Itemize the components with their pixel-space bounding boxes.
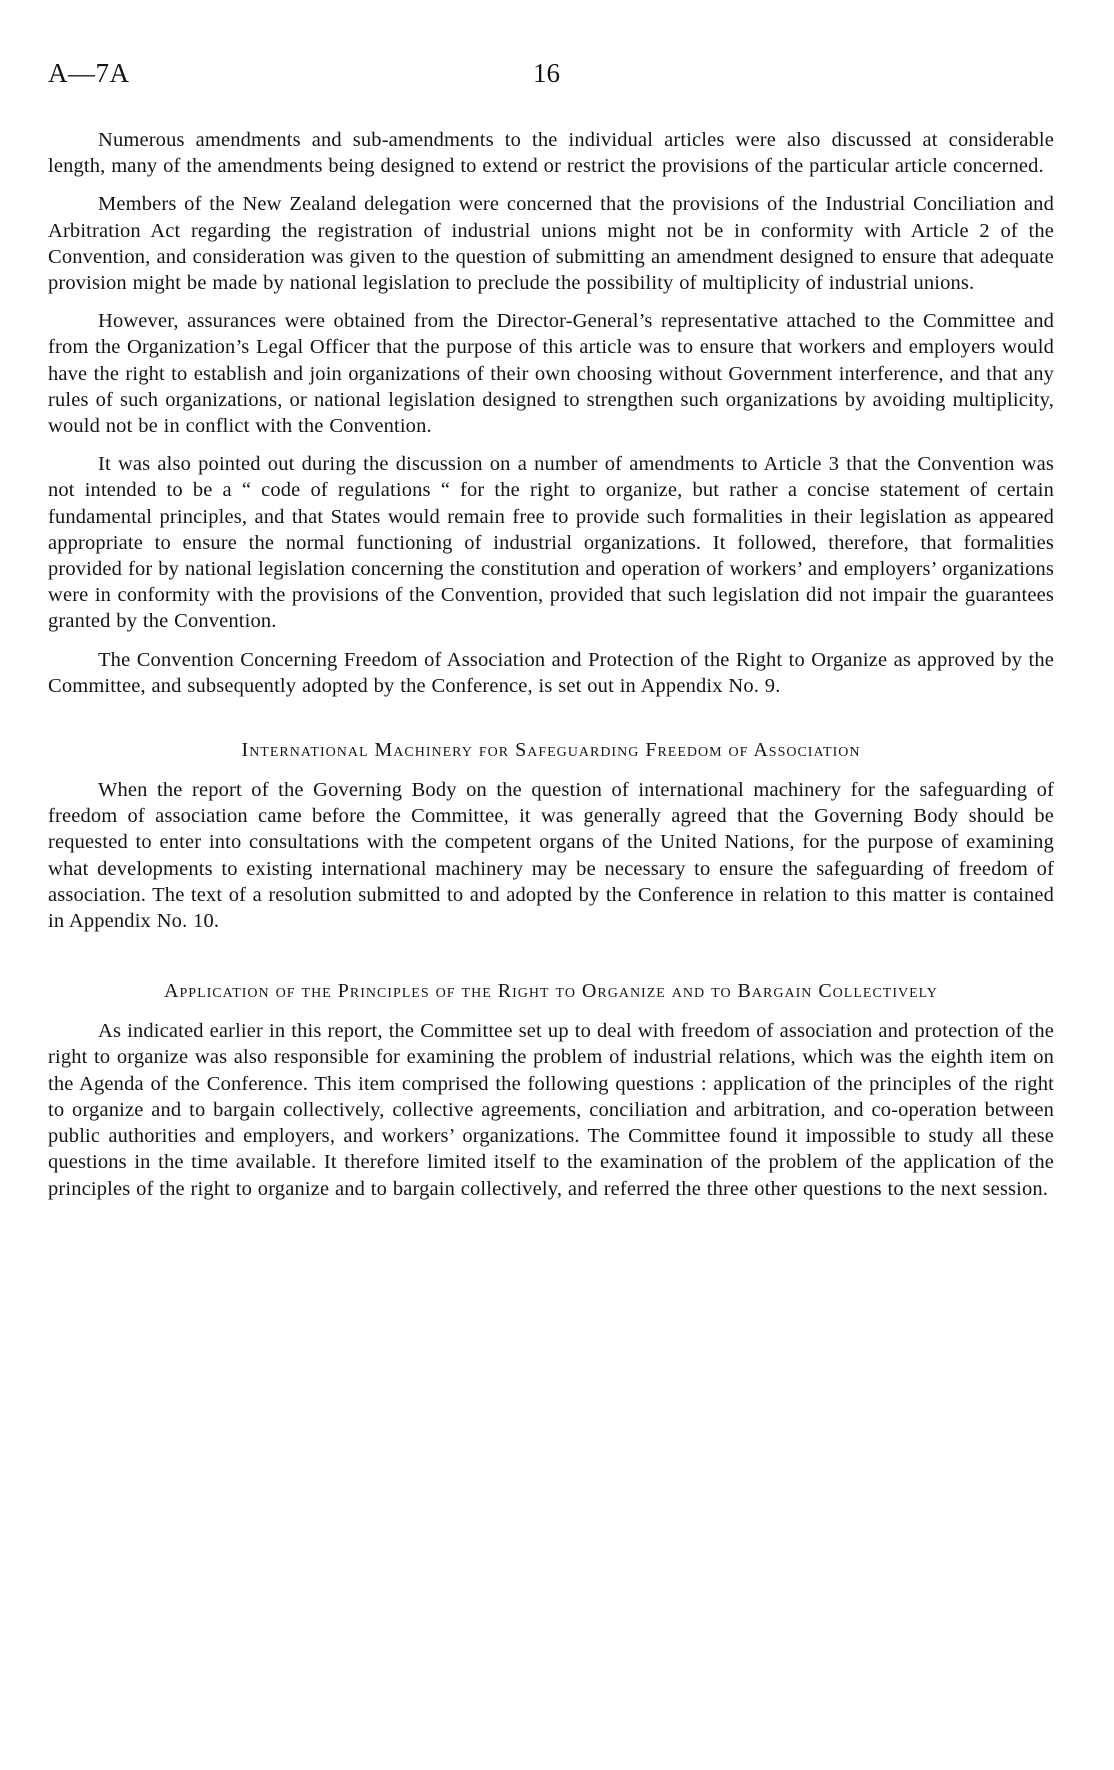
section-heading-international-machinery: International Machinery for Safeguarding Freedom of Association: [241, 739, 861, 762]
page-header: [48, 58, 1058, 98]
paragraph-convention-appendix: The Convention Concerning Freedom of Association and Protection of the Right to Organize as approved by the Committee, and subsequently adopted by the Conference, is set out in Appendix No. 9.: [48, 648, 1054, 697]
body-text: [48, 127, 1054, 1214]
paragraph-nz-delegation: Members of the New Zealand delegation were concerned that the provisions of the Industrial Conciliation and Arbitration Act regarding the registration of industrial unions might not be in conformity with Article 2 of the Convention, and consideration was given to the question of submitting an amendment designed to ensure that adequate provision might be made by national legislation to preclude the possibility of multiplicity of industrial unions.: [48, 193, 1054, 295]
page-number: 16: [533, 58, 560, 88]
paragraph-industrial-relations: As indicated earlier in this report, the Committee set up to deal with freedom of association and protection of the right to organize was also responsible for examining the problem of industrial relations, which was the eighth item on the Agenda of the Conference. This item comprised the following questions : application of the principles of the right to organize and to bargain collectively, collective agreements, conciliation and arbitration, and co-operation between public authorities and employers, and workers’ organizations. The Committee found it impossible to study all these questions in the time available. It therefore limited itself to the examination of the problem of the application of the principles of the right to organize and to bargain collectively, and referred the three other questions to the next session.: [48, 1020, 1054, 1200]
paragraph-article-3: It was also pointed out during the discussion on a number of amendments to Article 3 that the Convention was not intended to be a “ code of regulations “ for the right to organize, but rather a concise statement of certain fundamental principles, and that States would remain free to provide such formalities in their legislation as appeared appropriate to ensure the normal functioning of industrial organizations. It followed, therefore, that formalities provided for by national legislation concerning the constitution and operation of workers’ and employers’ organizations were in conformity with the provisions of the Convention, provided that such legislation did not impair the guarantees granted by the Convention.: [48, 453, 1054, 633]
paragraph-governing-body: When the report of the Governing Body on the question of international machinery for the safeguarding of freedom of association came before the Committee, it was generally agreed that the Governing Body should be requested to enter into consultations with the competent organs of the United Nations, for the purpose of examining what developments to existing international machinery may be necessary to ensure the safeguarding of freedom of association. The text of a resolution submitted to and adopted by the Conference in relation to this matter is contained in Appendix No. 10.: [48, 779, 1054, 933]
document-reference: A—7A: [48, 58, 130, 88]
paragraph-amendments: Numerous amendments and sub-amendments to the individual articles were also discussed at considerable length, many of the amendments being designed to extend or restrict the provisions of the particular article concerned.: [48, 129, 1054, 178]
paragraph-assurances: However, assurances were obtained from the Director-General’s representative attached to the Committee and from the Organization’s Legal Officer that the purpose of this article was to ensure that workers and employers would have the right to establish and join organizations of their own choosing without Government interference, and that any rules of such organizations, or national legislation designed to strengthen such organizations by avoiding multiplicity, would not be in conflict with the Convention.: [48, 310, 1054, 438]
section-heading-application-principles: Application of the Principles of the Right to Organize and to Bargain Collectively: [164, 980, 938, 1003]
